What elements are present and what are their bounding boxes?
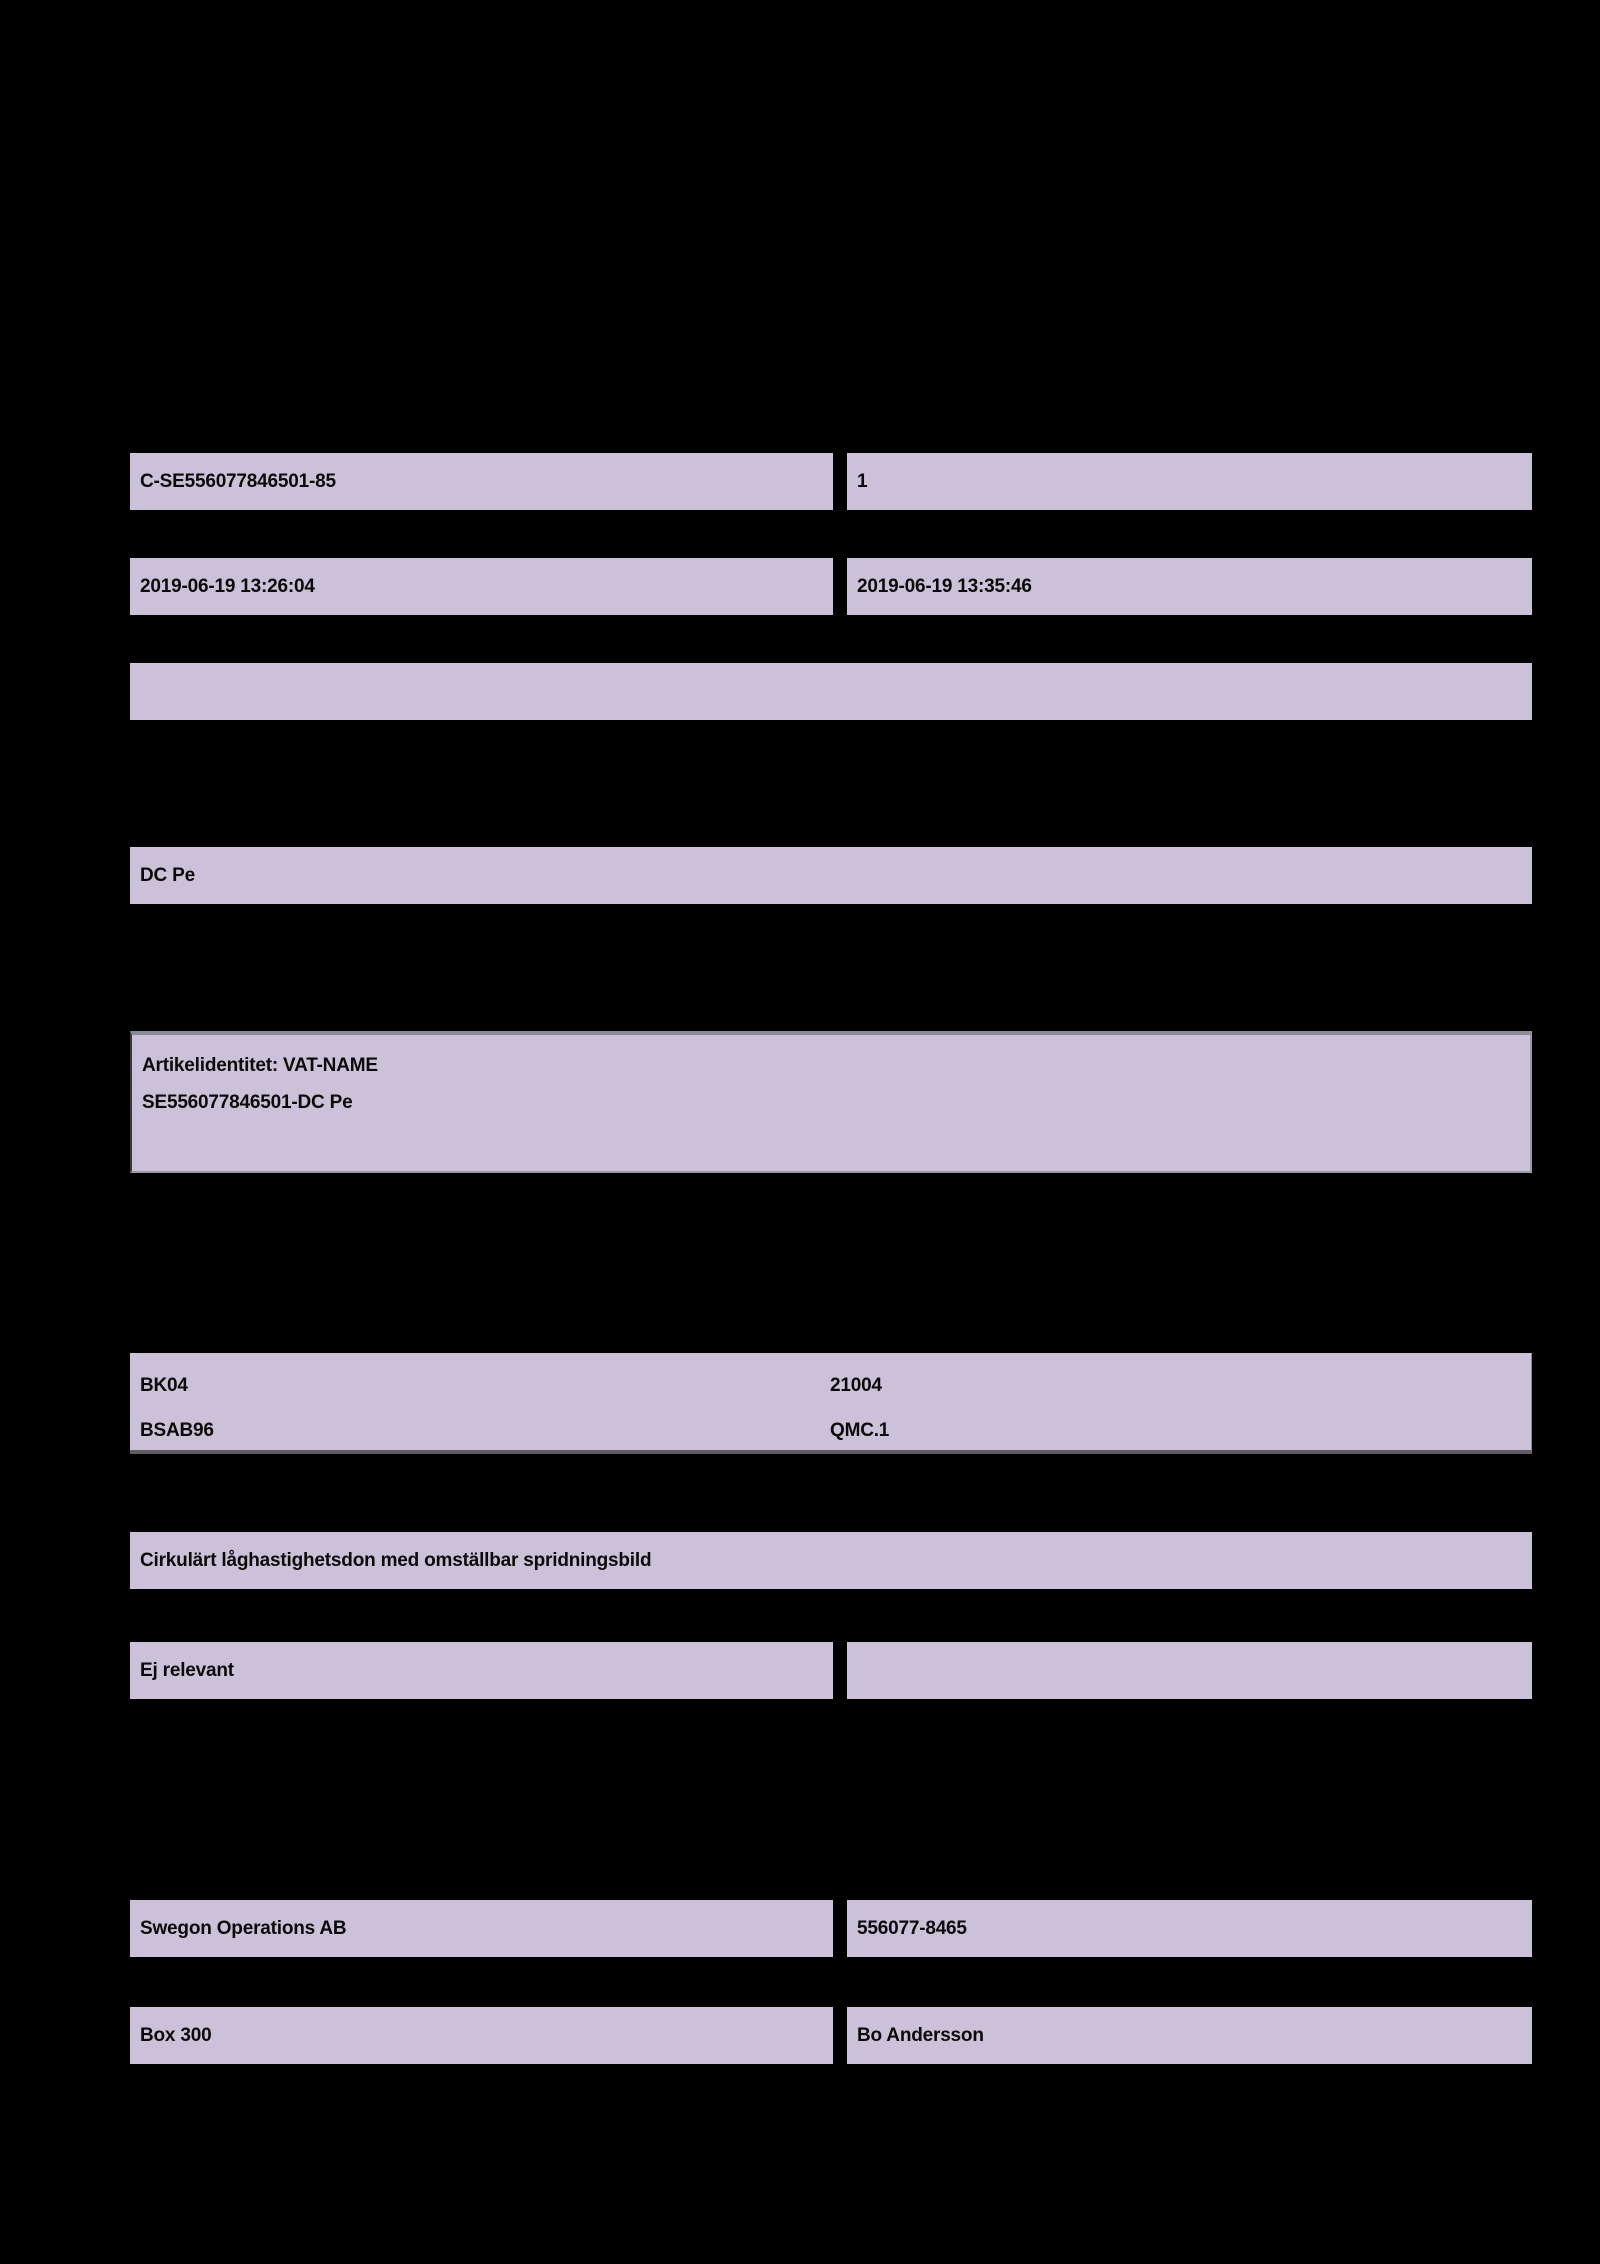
classification-system-2: BSAB96	[140, 1420, 214, 1441]
empty-right-field[interactable]	[847, 1642, 1532, 1699]
contact-name-field[interactable]: Bo Andersson	[847, 2007, 1532, 2064]
company-name-field[interactable]: Swegon Operations AB	[130, 1900, 833, 1957]
classification-code-2: QMC.1	[830, 1420, 890, 1441]
product-code-field[interactable]: DC Pe	[130, 847, 1532, 904]
empty-wide-field[interactable]	[130, 663, 1532, 720]
modified-timestamp-field[interactable]: 2019-06-19 13:35:46	[847, 558, 1532, 615]
classification-row-1	[140, 1363, 1521, 1408]
classification-code-1: 21004	[830, 1375, 882, 1396]
org-number-field[interactable]: 556077-8465	[847, 1900, 1532, 1957]
relevance-note-field[interactable]: Ej relevant	[130, 1642, 833, 1699]
classification-textarea[interactable]	[130, 1353, 1532, 1454]
article-identity-textarea[interactable]	[130, 1031, 1532, 1173]
article-identity-line2: SE556077846501-DC Pe	[142, 1092, 353, 1113]
product-description-field[interactable]: Cirkulärt låghastighetsdon med omställbar spridningsbild	[130, 1532, 1532, 1589]
classification-row-2	[140, 1408, 1521, 1453]
address-field[interactable]: Box 300	[130, 2007, 833, 2064]
classification-system-1: BK04	[140, 1375, 188, 1396]
version-field[interactable]: 1	[847, 453, 1532, 510]
created-timestamp-field[interactable]: 2019-06-19 13:26:04	[130, 558, 833, 615]
article-identity-line1: Artikelidentitet: VAT-NAME	[142, 1055, 378, 1076]
certificate-id-field[interactable]: C-SE556077846501-85	[130, 453, 833, 510]
